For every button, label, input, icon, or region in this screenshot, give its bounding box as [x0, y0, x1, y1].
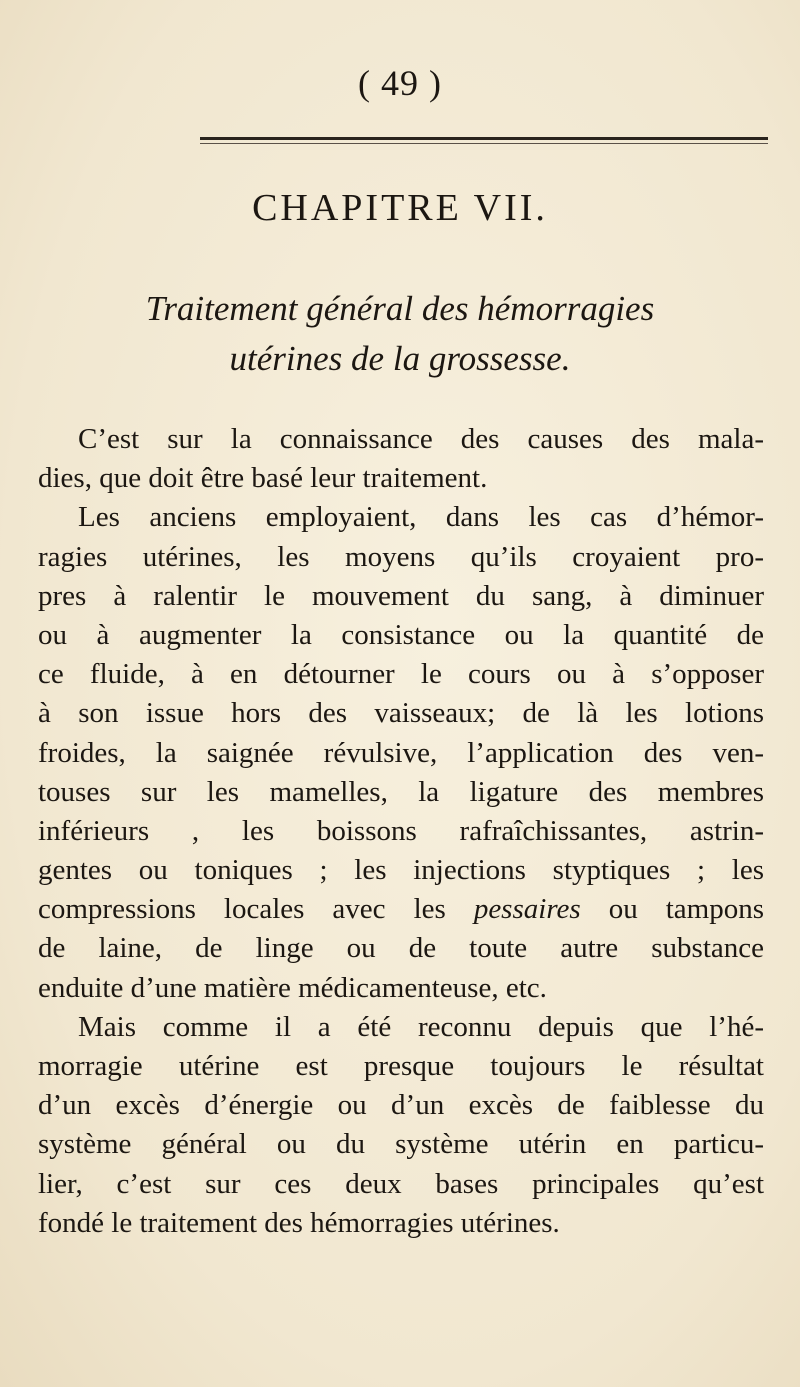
- header-rule: [200, 137, 768, 140]
- subtitle-line: Traitement général des hémorragies: [145, 289, 655, 328]
- text-line: enduite d’une matière médicamenteuse, etc.: [38, 971, 547, 1004]
- text-segment: compressions locales avec les: [38, 893, 474, 926]
- subtitle-line: utérines de la grossesse.: [229, 339, 571, 378]
- body-text: [38, 420, 764, 1243]
- text-line: ou à augmenter la consistance ou la quantité de: [38, 618, 764, 651]
- text-line: système général ou du système utérin en particu-: [38, 1128, 764, 1161]
- text-line: lier, c’est sur ces deux bases principales qu’est: [38, 1167, 764, 1200]
- text-line: pres à ralentir le mouvement du sang, à diminuer: [38, 579, 764, 612]
- text-line: Les anciens employaient, dans les cas d’hémor-: [78, 501, 764, 534]
- text-line: froides, la saignée révulsive, l’application des ven-: [38, 736, 764, 769]
- text-line: Mais comme il a été reconnu depuis que l’hé-: [78, 1010, 764, 1043]
- text-line: touses sur les mamelles, la ligature des membres: [38, 775, 764, 808]
- italic-term: pessaires: [473, 893, 581, 926]
- text-line: d’un excès d’énergie ou d’un excès de faiblesse du: [38, 1089, 764, 1122]
- page-number: ( 49 ): [358, 63, 442, 103]
- text-line: ce fluide, à en détourner le cours ou à s’opposer: [38, 658, 764, 691]
- text-line: fondé le traitement des hémorragies utérines.: [38, 1206, 560, 1239]
- chapter-subtitle: [0, 284, 800, 384]
- text-line: ragies utérines, les moyens qu’ils croyaient pro-: [38, 540, 764, 573]
- text-line: dies, que doit être basé leur traitement.: [38, 462, 488, 495]
- text-line: de laine, de linge ou de toute autre substance: [38, 932, 764, 965]
- text-line: gentes ou toniques ; les injections styptiques ; les: [38, 854, 764, 887]
- text-line: à son issue hors des vaisseaux; de là les lotions: [38, 697, 764, 730]
- text-line: inférieurs , les boissons rafraîchissantes, astrin-: [38, 814, 764, 847]
- chapter-heading: CHAPITRE VII.: [252, 187, 548, 229]
- text-line: C’est sur la connaissance des causes des mala-: [78, 423, 764, 455]
- text-segment: ou tampons: [580, 893, 765, 926]
- header-rule-thin: [200, 143, 768, 144]
- text-line: morragie utérine est presque toujours le résultat: [38, 1050, 764, 1082]
- text-line: [38, 890, 764, 929]
